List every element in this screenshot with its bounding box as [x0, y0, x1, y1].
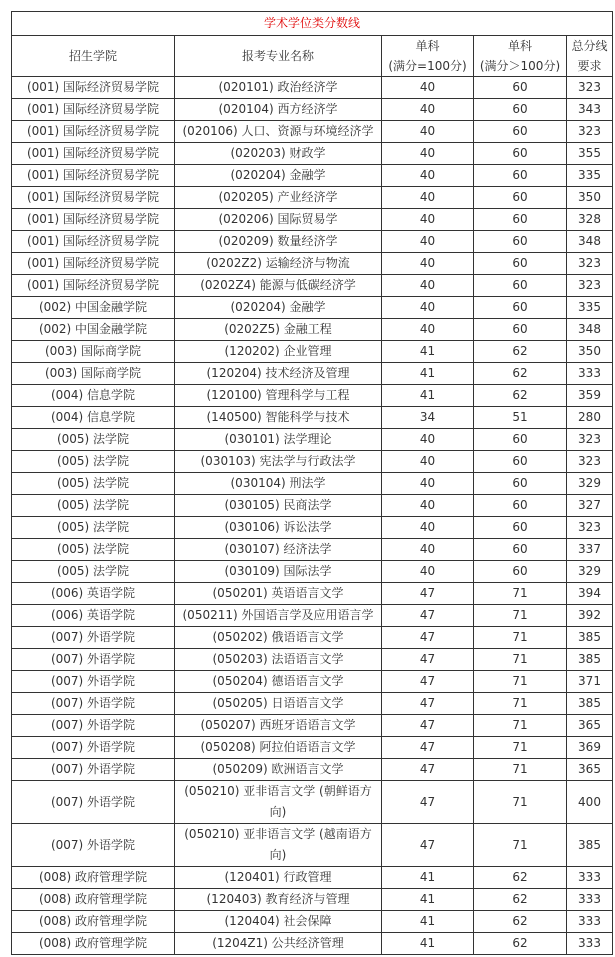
cell-total: 323	[567, 77, 613, 99]
cell-single-100: 41	[382, 889, 474, 911]
cell-major: (020206) 国际贸易学	[175, 209, 382, 231]
table-row	[12, 649, 613, 671]
table-row	[12, 539, 613, 561]
table-row	[12, 473, 613, 495]
header-school: 招生学院	[12, 36, 175, 77]
header-single-over-100-line2: (满分＞100分)	[479, 59, 561, 73]
cell-school: (005) 法学院	[12, 495, 175, 517]
cell-single-over-100: 71	[474, 693, 567, 715]
cell-major: (050210) 亚非语言文学 (越南语方向)	[175, 824, 382, 867]
cell-school: (007) 外语学院	[12, 627, 175, 649]
cell-major: (020205) 产业经济学	[175, 187, 382, 209]
cell-single-over-100: 60	[474, 253, 567, 275]
cell-school: (001) 国际经济贸易学院	[12, 253, 175, 275]
cell-single-over-100: 60	[474, 143, 567, 165]
cell-school: (007) 外语学院	[12, 693, 175, 715]
cell-total: 323	[567, 121, 613, 143]
cell-major: (120202) 企业管理	[175, 341, 382, 363]
cell-single-over-100: 71	[474, 605, 567, 627]
cell-single-100: 40	[382, 143, 474, 165]
cell-single-over-100: 71	[474, 627, 567, 649]
cell-single-100: 47	[382, 605, 474, 627]
cell-single-100: 47	[382, 715, 474, 737]
cell-major: (030109) 国际法学	[175, 561, 382, 583]
cell-single-100: 41	[382, 385, 474, 407]
cell-total: 323	[567, 275, 613, 297]
header-single-over-100-line1: 单科	[507, 39, 532, 53]
score-table	[11, 11, 613, 955]
cell-single-100: 40	[382, 187, 474, 209]
cell-single-100: 40	[382, 319, 474, 341]
cell-total: 327	[567, 495, 613, 517]
cell-single-over-100: 71	[474, 649, 567, 671]
cell-school: (002) 中国金融学院	[12, 319, 175, 341]
cell-single-100: 40	[382, 429, 474, 451]
cell-total: 333	[567, 867, 613, 889]
cell-total: 333	[567, 933, 613, 955]
cell-single-100: 41	[382, 867, 474, 889]
cell-total: 365	[567, 759, 613, 781]
header-total	[567, 36, 613, 77]
cell-total: 335	[567, 165, 613, 187]
cell-single-over-100: 51	[474, 407, 567, 429]
cell-single-over-100: 60	[474, 165, 567, 187]
cell-school: (005) 法学院	[12, 561, 175, 583]
cell-single-100: 47	[382, 649, 474, 671]
cell-major: (050202) 俄语语言文学	[175, 627, 382, 649]
cell-single-over-100: 60	[474, 451, 567, 473]
table-row	[12, 385, 613, 407]
cell-total: 385	[567, 693, 613, 715]
cell-major: (030106) 诉讼法学	[175, 517, 382, 539]
cell-single-100: 47	[382, 671, 474, 693]
cell-single-100: 40	[382, 297, 474, 319]
cell-total: 335	[567, 297, 613, 319]
cell-school: (006) 英语学院	[12, 605, 175, 627]
table-row	[12, 737, 613, 759]
table-row	[12, 253, 613, 275]
cell-school: (005) 法学院	[12, 429, 175, 451]
cell-school: (001) 国际经济贸易学院	[12, 121, 175, 143]
cell-single-over-100: 60	[474, 297, 567, 319]
cell-single-over-100: 62	[474, 933, 567, 955]
table-row	[12, 889, 613, 911]
cell-major: (140500) 智能科学与技术	[175, 407, 382, 429]
cell-school: (003) 国际商学院	[12, 363, 175, 385]
header-single-100-line2: (满分=100分)	[388, 59, 467, 73]
cell-single-100: 47	[382, 781, 474, 824]
cell-single-100: 41	[382, 933, 474, 955]
cell-single-over-100: 71	[474, 715, 567, 737]
cell-major: (050201) 英语语言文学	[175, 583, 382, 605]
cell-major: (0202Z2) 运输经济与物流	[175, 253, 382, 275]
table-row	[12, 451, 613, 473]
table-row	[12, 933, 613, 955]
table-row	[12, 209, 613, 231]
cell-major: (120100) 管理科学与工程	[175, 385, 382, 407]
cell-major: (120401) 行政管理	[175, 867, 382, 889]
cell-total: 392	[567, 605, 613, 627]
cell-single-over-100: 62	[474, 889, 567, 911]
cell-school: (008) 政府管理学院	[12, 911, 175, 933]
header-total-line2: 要求	[577, 59, 602, 73]
cell-major: (0202Z4) 能源与低碳经济学	[175, 275, 382, 297]
cell-school: (007) 外语学院	[12, 737, 175, 759]
cell-school: (001) 国际经济贸易学院	[12, 209, 175, 231]
table-row	[12, 605, 613, 627]
cell-major: (120204) 技术经济及管理	[175, 363, 382, 385]
cell-school: (004) 信息学院	[12, 407, 175, 429]
cell-single-100: 47	[382, 583, 474, 605]
cell-single-over-100: 60	[474, 231, 567, 253]
cell-major: (050208) 阿拉伯语语言文学	[175, 737, 382, 759]
cell-single-100: 40	[382, 77, 474, 99]
cell-single-over-100: 62	[474, 911, 567, 933]
cell-major: (120404) 社会保障	[175, 911, 382, 933]
cell-school: (005) 法学院	[12, 473, 175, 495]
cell-single-100: 40	[382, 253, 474, 275]
cell-single-over-100: 62	[474, 341, 567, 363]
cell-single-over-100: 60	[474, 319, 567, 341]
cell-single-100: 47	[382, 759, 474, 781]
cell-single-over-100: 71	[474, 671, 567, 693]
cell-total: 323	[567, 451, 613, 473]
cell-school: (007) 外语学院	[12, 824, 175, 867]
cell-major: (050211) 外国语言学及应用语言学	[175, 605, 382, 627]
table-row	[12, 121, 613, 143]
table-body	[12, 77, 613, 955]
cell-major: (050204) 德语语言文学	[175, 671, 382, 693]
cell-major: (030103) 宪法学与行政法学	[175, 451, 382, 473]
cell-major: (020203) 财政学	[175, 143, 382, 165]
cell-single-100: 40	[382, 209, 474, 231]
cell-school: (001) 国际经济贸易学院	[12, 99, 175, 121]
cell-single-100: 40	[382, 121, 474, 143]
cell-major: (120403) 教育经济与管理	[175, 889, 382, 911]
header-single-100	[382, 36, 474, 77]
table-row	[12, 297, 613, 319]
cell-single-100: 47	[382, 693, 474, 715]
cell-school: (004) 信息学院	[12, 385, 175, 407]
cell-school: (001) 国际经济贸易学院	[12, 275, 175, 297]
cell-total: 280	[567, 407, 613, 429]
cell-single-over-100: 62	[474, 867, 567, 889]
table-row	[12, 824, 613, 867]
cell-single-100: 40	[382, 539, 474, 561]
table-row	[12, 187, 613, 209]
cell-total: 350	[567, 341, 613, 363]
cell-total: 355	[567, 143, 613, 165]
cell-major: (050203) 法语语言文学	[175, 649, 382, 671]
cell-single-over-100: 60	[474, 99, 567, 121]
cell-total: 323	[567, 429, 613, 451]
table-row	[12, 561, 613, 583]
cell-school: (007) 外语学院	[12, 671, 175, 693]
cell-single-over-100: 71	[474, 759, 567, 781]
table-row	[12, 715, 613, 737]
table-row	[12, 341, 613, 363]
table-row	[12, 275, 613, 297]
table-row	[12, 693, 613, 715]
cell-major: (030104) 刑法学	[175, 473, 382, 495]
cell-single-over-100: 62	[474, 385, 567, 407]
cell-major: (020104) 西方经济学	[175, 99, 382, 121]
cell-school: (001) 国际经济贸易学院	[12, 231, 175, 253]
cell-major: (020204) 金融学	[175, 165, 382, 187]
header-row	[12, 36, 613, 77]
cell-major: (020204) 金融学	[175, 297, 382, 319]
table-row	[12, 407, 613, 429]
cell-total: 385	[567, 649, 613, 671]
cell-single-over-100: 71	[474, 583, 567, 605]
cell-total: 394	[567, 583, 613, 605]
cell-school: (008) 政府管理学院	[12, 933, 175, 955]
cell-total: 348	[567, 231, 613, 253]
cell-major: (0202Z5) 金融工程	[175, 319, 382, 341]
table-row	[12, 627, 613, 649]
header-single-over-100	[474, 36, 567, 77]
cell-single-100: 40	[382, 165, 474, 187]
cell-major: (030105) 民商法学	[175, 495, 382, 517]
cell-total: 333	[567, 911, 613, 933]
cell-single-100: 40	[382, 495, 474, 517]
cell-total: 343	[567, 99, 613, 121]
cell-single-100: 40	[382, 231, 474, 253]
cell-total: 359	[567, 385, 613, 407]
cell-school: (008) 政府管理学院	[12, 889, 175, 911]
cell-single-over-100: 60	[474, 121, 567, 143]
cell-total: 385	[567, 627, 613, 649]
cell-major: (020209) 数量经济学	[175, 231, 382, 253]
cell-total: 323	[567, 253, 613, 275]
cell-school: (001) 国际经济贸易学院	[12, 165, 175, 187]
title-row	[12, 12, 613, 36]
cell-school: (005) 法学院	[12, 517, 175, 539]
cell-school: (005) 法学院	[12, 451, 175, 473]
header-single-100-line1: 单科	[415, 39, 440, 53]
table-row	[12, 867, 613, 889]
cell-school: (003) 国际商学院	[12, 341, 175, 363]
cell-major: (030107) 经济法学	[175, 539, 382, 561]
cell-major: (020106) 人口、资源与环境经济学	[175, 121, 382, 143]
cell-single-over-100: 60	[474, 473, 567, 495]
cell-single-over-100: 60	[474, 209, 567, 231]
cell-single-100: 47	[382, 824, 474, 867]
table-row	[12, 759, 613, 781]
cell-single-100: 40	[382, 473, 474, 495]
cell-single-over-100: 60	[474, 517, 567, 539]
cell-single-100: 41	[382, 911, 474, 933]
cell-school: (001) 国际经济贸易学院	[12, 143, 175, 165]
cell-school: (008) 政府管理学院	[12, 867, 175, 889]
cell-major: (050209) 欧洲语言文学	[175, 759, 382, 781]
cell-total: 350	[567, 187, 613, 209]
cell-single-100: 40	[382, 99, 474, 121]
cell-total: 333	[567, 889, 613, 911]
cell-single-over-100: 62	[474, 363, 567, 385]
cell-single-100: 40	[382, 451, 474, 473]
cell-single-over-100: 60	[474, 187, 567, 209]
table-row	[12, 517, 613, 539]
cell-total: 333	[567, 363, 613, 385]
cell-total: 328	[567, 209, 613, 231]
cell-school: (007) 外语学院	[12, 759, 175, 781]
cell-single-over-100: 60	[474, 561, 567, 583]
cell-single-over-100: 60	[474, 429, 567, 451]
cell-school: (005) 法学院	[12, 539, 175, 561]
header-major: 报考专业名称	[175, 36, 382, 77]
cell-school: (002) 中国金融学院	[12, 297, 175, 319]
cell-major: (050207) 西班牙语语言文学	[175, 715, 382, 737]
cell-total: 329	[567, 561, 613, 583]
table-row	[12, 781, 613, 824]
cell-major: (050210) 亚非语言文学 (朝鲜语方向)	[175, 781, 382, 824]
table-row	[12, 583, 613, 605]
cell-single-100: 40	[382, 517, 474, 539]
cell-single-over-100: 60	[474, 495, 567, 517]
table-row	[12, 911, 613, 933]
cell-total: 337	[567, 539, 613, 561]
cell-single-over-100: 71	[474, 781, 567, 824]
cell-single-100: 40	[382, 275, 474, 297]
table-row	[12, 143, 613, 165]
cell-school: (001) 国际经济贸易学院	[12, 187, 175, 209]
cell-single-over-100: 60	[474, 539, 567, 561]
cell-total: 323	[567, 517, 613, 539]
cell-single-100: 47	[382, 737, 474, 759]
table-row	[12, 495, 613, 517]
cell-total: 348	[567, 319, 613, 341]
cell-single-100: 41	[382, 363, 474, 385]
cell-single-over-100: 60	[474, 275, 567, 297]
table-row	[12, 77, 613, 99]
cell-single-over-100: 71	[474, 737, 567, 759]
cell-major: (050205) 日语语言文学	[175, 693, 382, 715]
cell-single-100: 34	[382, 407, 474, 429]
cell-school: (006) 英语学院	[12, 583, 175, 605]
cell-major: (1204Z1) 公共经济管理	[175, 933, 382, 955]
table-row	[12, 671, 613, 693]
cell-single-100: 41	[382, 341, 474, 363]
cell-single-100: 47	[382, 627, 474, 649]
cell-major: (020101) 政治经济学	[175, 77, 382, 99]
cell-school: (007) 外语学院	[12, 781, 175, 824]
table-row	[12, 429, 613, 451]
cell-school: (007) 外语学院	[12, 715, 175, 737]
table-row	[12, 231, 613, 253]
table-row	[12, 99, 613, 121]
cell-total: 385	[567, 824, 613, 867]
table-row	[12, 319, 613, 341]
cell-single-100: 40	[382, 561, 474, 583]
cell-total: 371	[567, 671, 613, 693]
header-total-line1: 总分线	[571, 39, 608, 53]
cell-major: (030101) 法学理论	[175, 429, 382, 451]
cell-total: 369	[567, 737, 613, 759]
table-title: 学术学位类分数线	[12, 12, 613, 36]
cell-total: 365	[567, 715, 613, 737]
cell-school: (001) 国际经济贸易学院	[12, 77, 175, 99]
cell-single-over-100: 71	[474, 824, 567, 867]
table-row	[12, 363, 613, 385]
table-row	[12, 165, 613, 187]
cell-total: 329	[567, 473, 613, 495]
cell-school: (007) 外语学院	[12, 649, 175, 671]
cell-single-over-100: 60	[474, 77, 567, 99]
cell-total: 400	[567, 781, 613, 824]
